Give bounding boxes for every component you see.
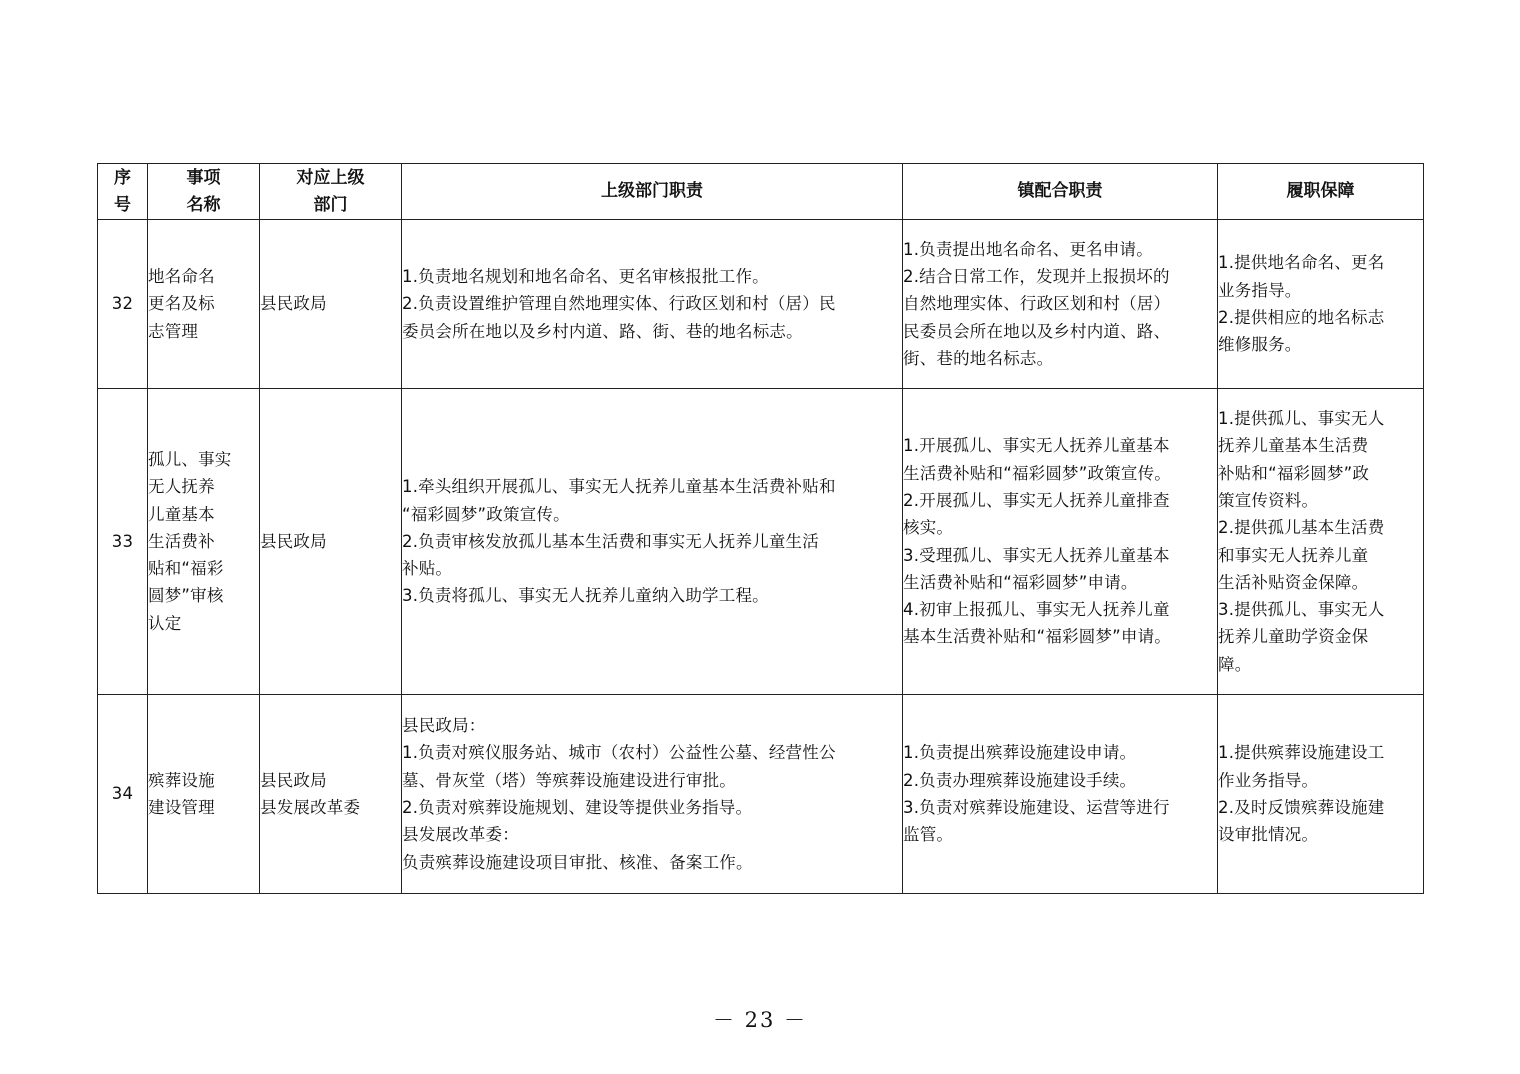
row-seq: 33 [98, 389, 148, 695]
row-seq: 34 [98, 695, 148, 894]
row-dept: 县民政局 [260, 220, 402, 389]
row-dept: 县民政局 县发展改革委 [260, 695, 402, 894]
row-upper-duty: 县民政局： 1.负责对殡仪服务站、城市（农村）公益性公墓、经营性公 墓、骨灰堂（塔）等殡葬设施建设进行审批。 2.负责对殡葬设施规划、建设等提供业务指导。 县发展改革委： 负责殡葬设施建设项目审批、核准、备案工作。 [402, 695, 903, 894]
row-upper-duty: 1.负责地名规划和地名命名、更名审核报批工作。 2.负责设置维护管理自然地理实体、行政区划和村（居）民 委员会所在地以及乡村内道、路、街、巷的地名标志。 [402, 220, 903, 389]
row-guarantee: 1.提供地名命名、更名 业务指导。 2.提供相应的地名标志 维修服务。 [1218, 220, 1424, 389]
table-row [98, 220, 1424, 389]
row-town-duty: 1.开展孤儿、事实无人抚养儿童基本 生活费补贴和“福彩圆梦”政策宣传。 2.开展孤儿、事实无人抚养儿童排查 核实。 3.受理孤儿、事实无人抚养儿童基本 生活费补贴和“福彩圆梦”申请。 4.初审上报孤儿、事实无人抚养儿童 基本生活费补贴和“福彩圆梦”申请。 [903, 389, 1218, 695]
row-item-name: 孤儿、事实 无人抚养 儿童基本 生活费补 贴和“福彩 圆梦”审核 认定 [148, 389, 260, 695]
header-dept: 对应上级 部门 [260, 164, 402, 220]
header-guarantee: 履职保障 [1218, 164, 1424, 220]
page-number: － 23 － [712, 1008, 808, 1032]
row-town-duty: 1.负责提出殡葬设施建设申请。 2.负责办理殡葬设施建设手续。 3.负责对殡葬设施建设、运营等进行 监管。 [903, 695, 1218, 894]
row-guarantee: 1.提供殡葬设施建设工 作业务指导。 2.及时反馈殡葬设施建 设审批情况。 [1218, 695, 1424, 894]
row-seq: 32 [98, 220, 148, 389]
row-item-name: 殡葬设施 建设管理 [148, 695, 260, 894]
row-town-duty: 1.负责提出地名命名、更名申请。 2.结合日常工作，发现并上报损坏的 自然地理实体、行政区划和村（居） 民委员会所在地以及乡村内道、路、 街、巷的地名标志。 [903, 220, 1218, 389]
header-name: 事项 名称 [148, 164, 260, 220]
header-seq: 序 号 [98, 164, 148, 220]
table-row [98, 695, 1424, 894]
row-guarantee: 1.提供孤儿、事实无人 抚养儿童基本生活费 补贴和“福彩圆梦”政 策宣传资料。 2.提供孤儿基本生活费 和事实无人抚养儿童 生活补贴资金保障。 3.提供孤儿、事实无人 抚养儿童助学资金保 障。 [1218, 389, 1424, 695]
header-town-duty: 镇配合职责 [903, 164, 1218, 220]
row-upper-duty: 1.牵头组织开展孤儿、事实无人抚养儿童基本生活费补贴和 “福彩圆梦”政策宣传。 2.负责审核发放孤儿基本生活费和事实无人抚养儿童生活 补贴。 3.负责将孤儿、事实无人抚养儿童纳入助学工程。 [402, 389, 903, 695]
row-item-name: 地名命名 更名及标 志管理 [148, 220, 260, 389]
row-dept: 县民政局 [260, 389, 402, 695]
header-upper-duty: 上级部门职责 [402, 164, 903, 220]
table-row [98, 389, 1424, 695]
responsibility-table [97, 163, 1424, 894]
table-header-row [98, 164, 1424, 220]
